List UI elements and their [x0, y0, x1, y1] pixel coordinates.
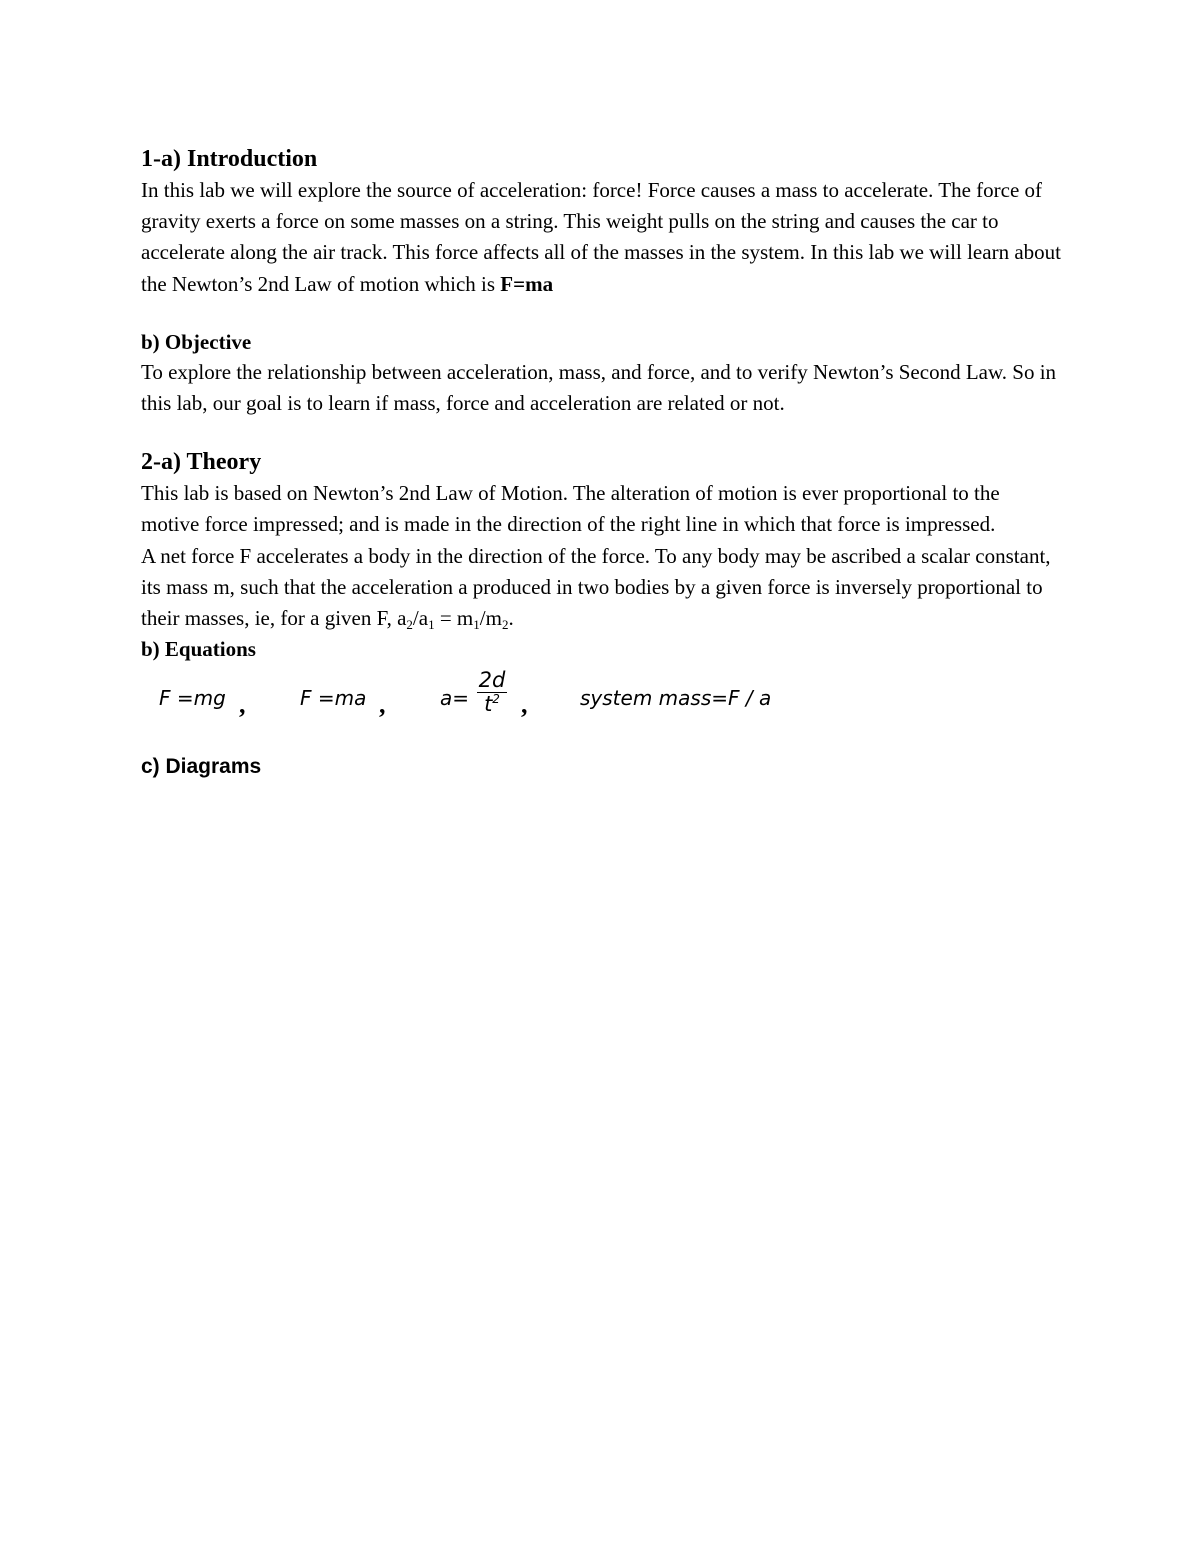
document-page: [141, 143, 1061, 782]
equation-acceleration-lhs: a=: [440, 686, 470, 711]
ratio-m1: = m: [434, 606, 474, 631]
fraction-numerator: 2d: [478, 668, 506, 693]
equation-system-mass: system mass=F / a: [580, 686, 772, 711]
theory-paragraph-1: This lab is based on Newton’s 2nd Law of Motion. The alteration of motion is ever proportional to the motive force impressed; and is made in the direction of the right line in which that force is impressed.: [141, 481, 1000, 537]
equation-separator: ,: [379, 690, 386, 720]
denominator-exponent: 2: [492, 692, 500, 707]
denominator-base: t: [484, 692, 493, 717]
objective-text: To explore the relationship between acceleration, mass, and force, and to verify Newton’s Second Law. So in this lab, our goal is to learn if mass, force and acceleration are related or not.: [141, 359, 1057, 416]
equation-newton-second-law: F =ma: [300, 686, 367, 711]
theory-paragraph-2-text: A net force F accelerates a body in the direction of the force. To any body may be ascribed a scalar constant, its mass m, such that the acceleration a produced in two bodies by a given force is inversely proportional to their masses, ie, for a given F, a: [141, 543, 1051, 631]
subscript-m1: 1: [473, 617, 480, 633]
diagrams-heading: c) Diagrams: [141, 755, 262, 779]
objective-heading: b) Objective: [141, 329, 252, 354]
theory-paragraph-2: [141, 541, 1061, 635]
introduction-body: In this lab we will explore the source of acceleration: force! Force causes a mass to accelerate. The force of gravity exerts a force on some masses on a string. This weight pulls on the string and causes the car to accelerate along the air track. This force affects all of the masses in the system. In this lab we will learn about the Newton’s 2nd Law of motion which is: [141, 178, 1061, 296]
subscript-a2: 2: [406, 617, 413, 633]
fraction-denominator: [477, 693, 507, 715]
equations-row: [141, 668, 1061, 730]
sentence-end: .: [508, 606, 514, 631]
introduction-text: [141, 175, 1061, 300]
subscript-a1: 1: [428, 617, 435, 633]
ratio-m2: /m: [479, 606, 502, 631]
acceleration-fraction: [477, 668, 507, 715]
introduction-heading: 1-a) Introduction: [141, 146, 318, 172]
equation-separator: ,: [239, 690, 246, 720]
law-formula: F=ma: [500, 271, 554, 296]
equation-weight: F =mg: [159, 686, 226, 711]
ratio-a1: /a: [412, 606, 429, 631]
equation-separator: ,: [521, 690, 528, 720]
subscript-m2: 2: [501, 617, 509, 633]
theory-heading: 2-a) Theory: [141, 449, 262, 476]
equations-heading: b) Equations: [141, 637, 256, 662]
